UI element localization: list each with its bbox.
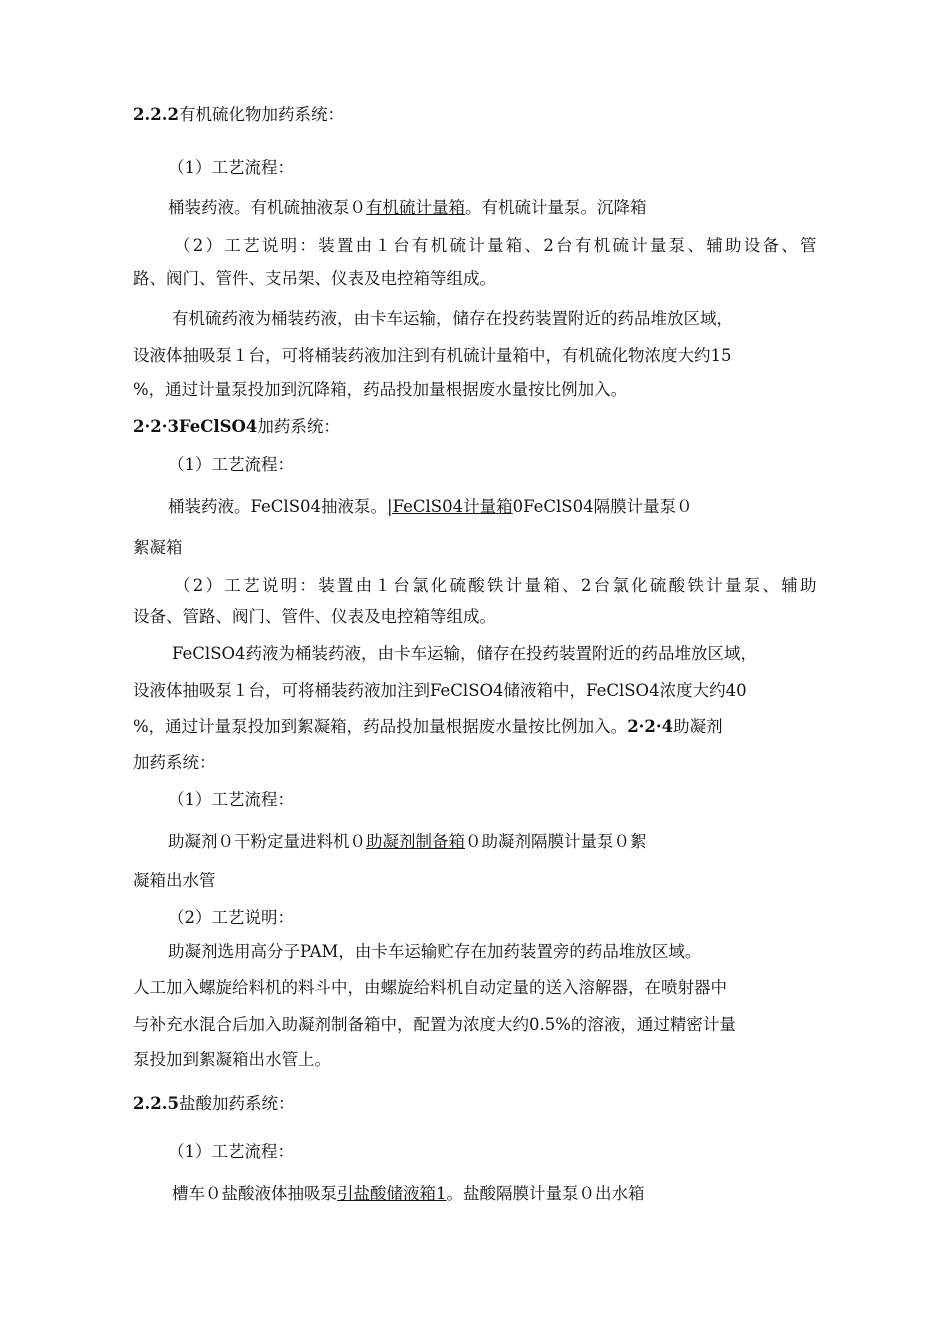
paragraph-line: 有机硫药液为桶装药液，由卡车运输，储存在投药装置附近的药品堆放区域， bbox=[172, 309, 733, 328]
section-title: 助凝剂 bbox=[673, 717, 723, 736]
process-description-line: 路、阀门、管件、支吊架、仪表及电控箱等组成。 bbox=[133, 269, 496, 288]
paragraph-line bbox=[133, 716, 723, 738]
flow-text: 。有机硫计量泵。沉降箱 bbox=[465, 198, 647, 217]
process-flow-line bbox=[168, 831, 647, 853]
process-flow-line: 絮凝箱 bbox=[133, 538, 183, 557]
flow-underlined-text: 有机硫计量箱 bbox=[366, 198, 465, 217]
process-flow-line: 凝箱出水管 bbox=[133, 871, 216, 890]
process-flow-heading: （1）工艺流程： bbox=[168, 1142, 294, 1161]
process-description-line: （ 2 ） 工 艺 说 明 ： 装 置 由 １ 台 氯 化 硫 酸 铁 计 量 箱 、 2 台 氯 化 硫 酸 铁 计 量 泵 、 辅 助 bbox=[174, 576, 817, 595]
section-title: 盐酸加药系统： bbox=[178, 1094, 295, 1113]
section-number: 2.2.2 bbox=[133, 105, 179, 124]
paragraph-text: %，通过计量泵投加到絮凝箱，药品投加量根据废水量按比例加入。 bbox=[133, 717, 628, 736]
paragraph-line: 设液体抽吸泵１台，可将桶装药液加注到有机硫计量箱中，有机硫化物浓度大约15 bbox=[133, 346, 732, 365]
paragraph-line: 泵投加到絮凝箱出水管上。 bbox=[133, 1050, 331, 1069]
process-description-line: （ 2 ） 工 艺 说 明 ： 装 置 由 １ 台 有 机 硫 计 量 箱 、 2 台 有 机 硫 计 量 泵 、 辅 助 设 备 、 管 bbox=[174, 236, 817, 255]
paragraph-line: FeClSO4药液为桶装药液，由卡车运输，储存在投药装置附近的药品堆放区域， bbox=[172, 644, 758, 663]
paragraph-line: 设液体抽吸泵１台，可将桶装药液加注到FeClSO4储液箱中，FeClSO4浓度大约40 bbox=[133, 681, 747, 700]
flow-text: 槽车０盐酸液体抽吸泵 bbox=[172, 1184, 337, 1203]
section-number: 2·2·4 bbox=[627, 717, 674, 736]
process-flow-heading: （1）工艺流程： bbox=[168, 158, 294, 177]
process-flow-heading: （1）工艺流程： bbox=[168, 455, 294, 474]
flow-text: 。盐酸隔膜计量泵０出水箱 bbox=[446, 1184, 645, 1203]
flow-underlined-text: 助凝剂制备箱 bbox=[366, 832, 465, 851]
flow-underlined-text: 引盐酸储液箱1 bbox=[337, 1184, 447, 1203]
section-number: 2.2.5 bbox=[133, 1094, 179, 1113]
process-flow-line bbox=[168, 496, 693, 518]
section-title: 有机硫化物加药系统： bbox=[178, 105, 344, 124]
flow-text: 0FeClS04隔膜计量泵０ bbox=[512, 497, 693, 516]
flow-text: 助凝剂０干粉定量进料机０ bbox=[168, 832, 366, 851]
process-description-heading: （2）工艺说明： bbox=[168, 908, 294, 927]
section-heading-2-2-5 bbox=[133, 1093, 294, 1115]
paragraph-line: 人工加入螺旋给料机的料斗中，由螺旋给料机自动定量的送入溶解器，在喷射器中 bbox=[133, 978, 727, 997]
flow-text: ０助凝剂隔膜计量泵０絮 bbox=[465, 832, 647, 851]
section-heading-2-2-3 bbox=[133, 416, 340, 438]
section-title-continued: 加药系统： bbox=[133, 753, 216, 772]
section-number: 2·2·3FeClSO4 bbox=[133, 417, 258, 436]
process-flow-line bbox=[168, 197, 647, 219]
paragraph-line: %，通过计量泵投加到沉降箱，药品投加量根据废水量按比例加入。 bbox=[133, 380, 628, 399]
process-description-line: 设备、管路、阀门、管件、仪表及电控箱等组成。 bbox=[133, 607, 496, 626]
paragraph-line: 与补充水混合后加入助凝剂制备箱中，配置为浓度大约0.5%的溶液，通过精密计量 bbox=[133, 1015, 736, 1034]
flow-underlined-text: |FeClS04计量箱 bbox=[387, 497, 513, 516]
section-heading-2-2-2 bbox=[133, 104, 344, 126]
process-flow-heading: （1）工艺流程： bbox=[168, 790, 294, 809]
process-flow-line bbox=[172, 1183, 645, 1205]
section-title: 加药系统： bbox=[257, 417, 340, 436]
paragraph-line: 助凝剂选用高分子PAM，由卡车运输贮存在加药装置旁的药品堆放区域。 bbox=[168, 942, 702, 961]
flow-text: 桶装药液。有机硫抽液泵０ bbox=[168, 198, 366, 217]
flow-text: 桶装药液。FeClS04抽液泵。 bbox=[168, 497, 388, 516]
